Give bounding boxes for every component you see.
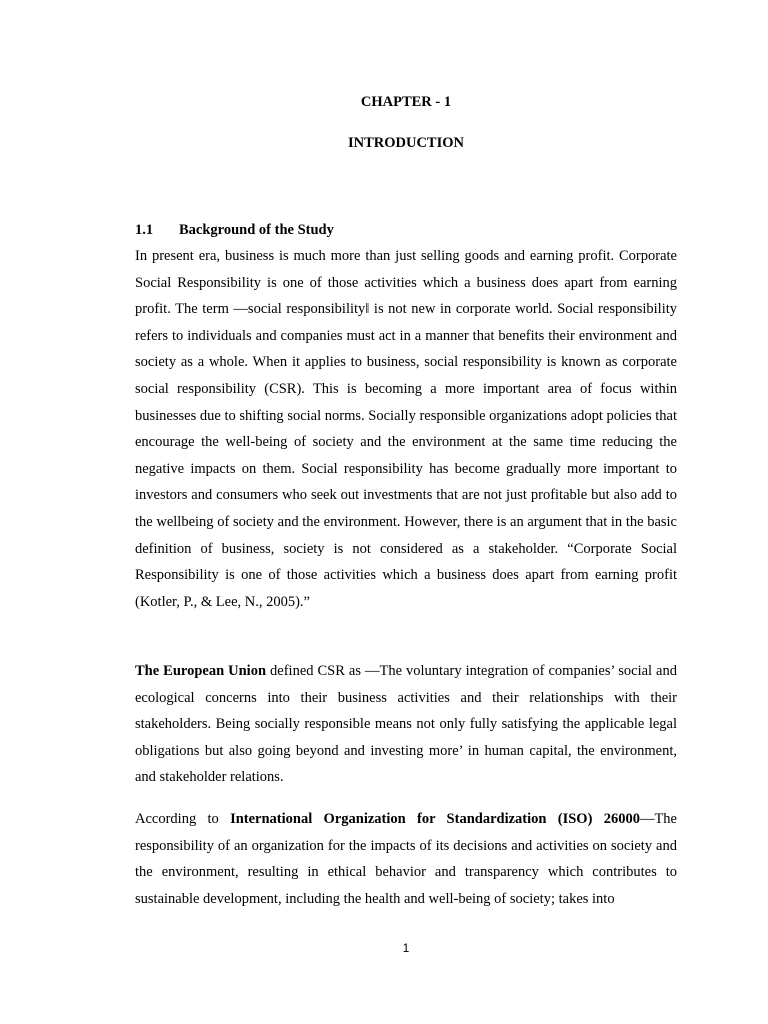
chapter-label: CHAPTER - 1 — [360, 94, 452, 110]
iso-lead-text: According to — [135, 811, 231, 827]
chapter-title: INTRODUCTION — [347, 135, 464, 151]
paragraph-iso-26000 — [135, 806, 677, 912]
iso-organization-term: International Organization for Standardization (ISO) 26000 — [230, 811, 640, 827]
section-number: 1.1 — [135, 222, 154, 238]
section-heading — [135, 222, 334, 239]
page-number: 1 — [402, 941, 410, 955]
paragraph-background: In present era, business is much more than just selling goods and earning profit. Corporate Social Responsibility is one of those activities which a business does apart from earning profit. The term —social responsibility‖ is not new in corporate world. Social responsibility refers to individuals and companies must act in a manner that benefits their environment and society as a whole. When it applies to business, social responsibility is known as corporate social responsibility (CSR). This is becoming a more important area of focus within businesses due to shifting social norms. Socially responsible organizations adopt policies that encourage the well-being of society and the environment at the same time reducing the negative impacts on them. Social responsibility has become gradually more important to investors and consumers who seek out investments that are not just profitable but also add to the wellbeing of society and the environment. However, there is an argument that in the basic definition of business, society is not considered as a stakeholder. “Corporate Social Responsibility is one of those activities which a business does apart from earning profit (Kotler, P., & Lee, N., 2005).” — [135, 248, 677, 610]
section-title: Background of the Study — [179, 222, 334, 238]
european-union-term: The European Union — [135, 663, 267, 679]
european-union-definition: defined CSR as —The voluntary integration of companies’ social and ecological concerns into their business activities and their relationships with their stakeholders. Being socially responsible means not only fully satisfying the applicable legal obligations but also going beyond and investing more’ in human capital, the environment, and stakeholder relations. — [135, 663, 677, 786]
paragraph-european-union — [135, 658, 677, 791]
iso-definition: —The responsibility of an organization for the impacts of its decisions and activities on society and the environment, resulting in ethical behavior and transparency which contributes to sustainable development, including the health and well-being of society; takes into — [135, 811, 677, 907]
